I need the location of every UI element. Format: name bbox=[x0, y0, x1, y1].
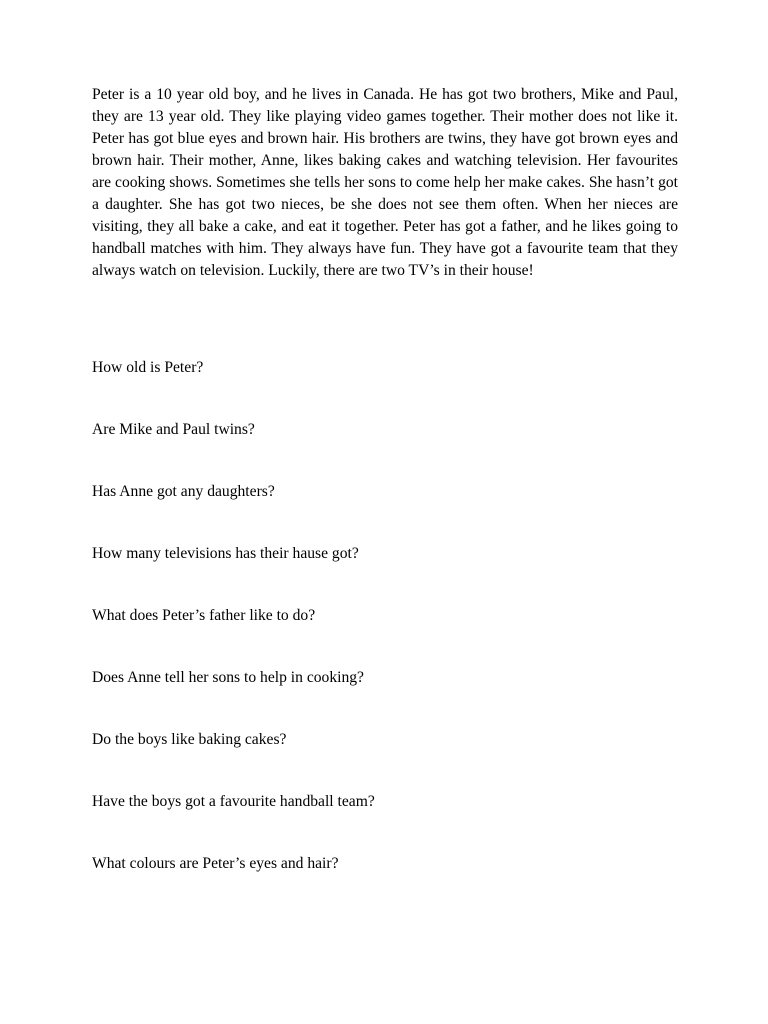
question-9: What colours are Peter’s eyes and hair? bbox=[92, 855, 339, 872]
document-page bbox=[92, 84, 678, 872]
reading-passage: Peter is a 10 year old boy, and he lives in Canada. He has got two brothers, Mike and Paul, they are 13 year old. They like playing video games together. Their mother does not like it. Peter has got blue eyes and brown hair. His brothers are twins, they have got brown eyes and brown hair. Their mother, Anne, likes baking cakes and watching television. Her favourites are cooking shows. Sometimes she tells her sons to come help her make cakes. She hasn’t got a daughter. She has got two nieces, be she does not see them often. When her nieces are visiting, they all bake a cake, and eat it together. Peter has got a father, and he likes going to handball matches with him. They always have fun. They have got a favourite team that they always watch on television. Luckily, there are two TV’s in their house! bbox=[92, 86, 678, 279]
question-4: How many televisions has their hause got? bbox=[92, 545, 359, 562]
question-3: Has Anne got any daughters? bbox=[92, 483, 275, 500]
question-5: What does Peter’s father like to do? bbox=[92, 607, 316, 624]
question-1: How old is Peter? bbox=[92, 359, 204, 376]
question-8: Have the boys got a favourite handball team? bbox=[92, 793, 375, 810]
question-6: Does Anne tell her sons to help in cooking? bbox=[92, 669, 364, 686]
question-7: Do the boys like baking cakes? bbox=[92, 731, 287, 748]
question-2: Are Mike and Paul twins? bbox=[92, 421, 255, 438]
